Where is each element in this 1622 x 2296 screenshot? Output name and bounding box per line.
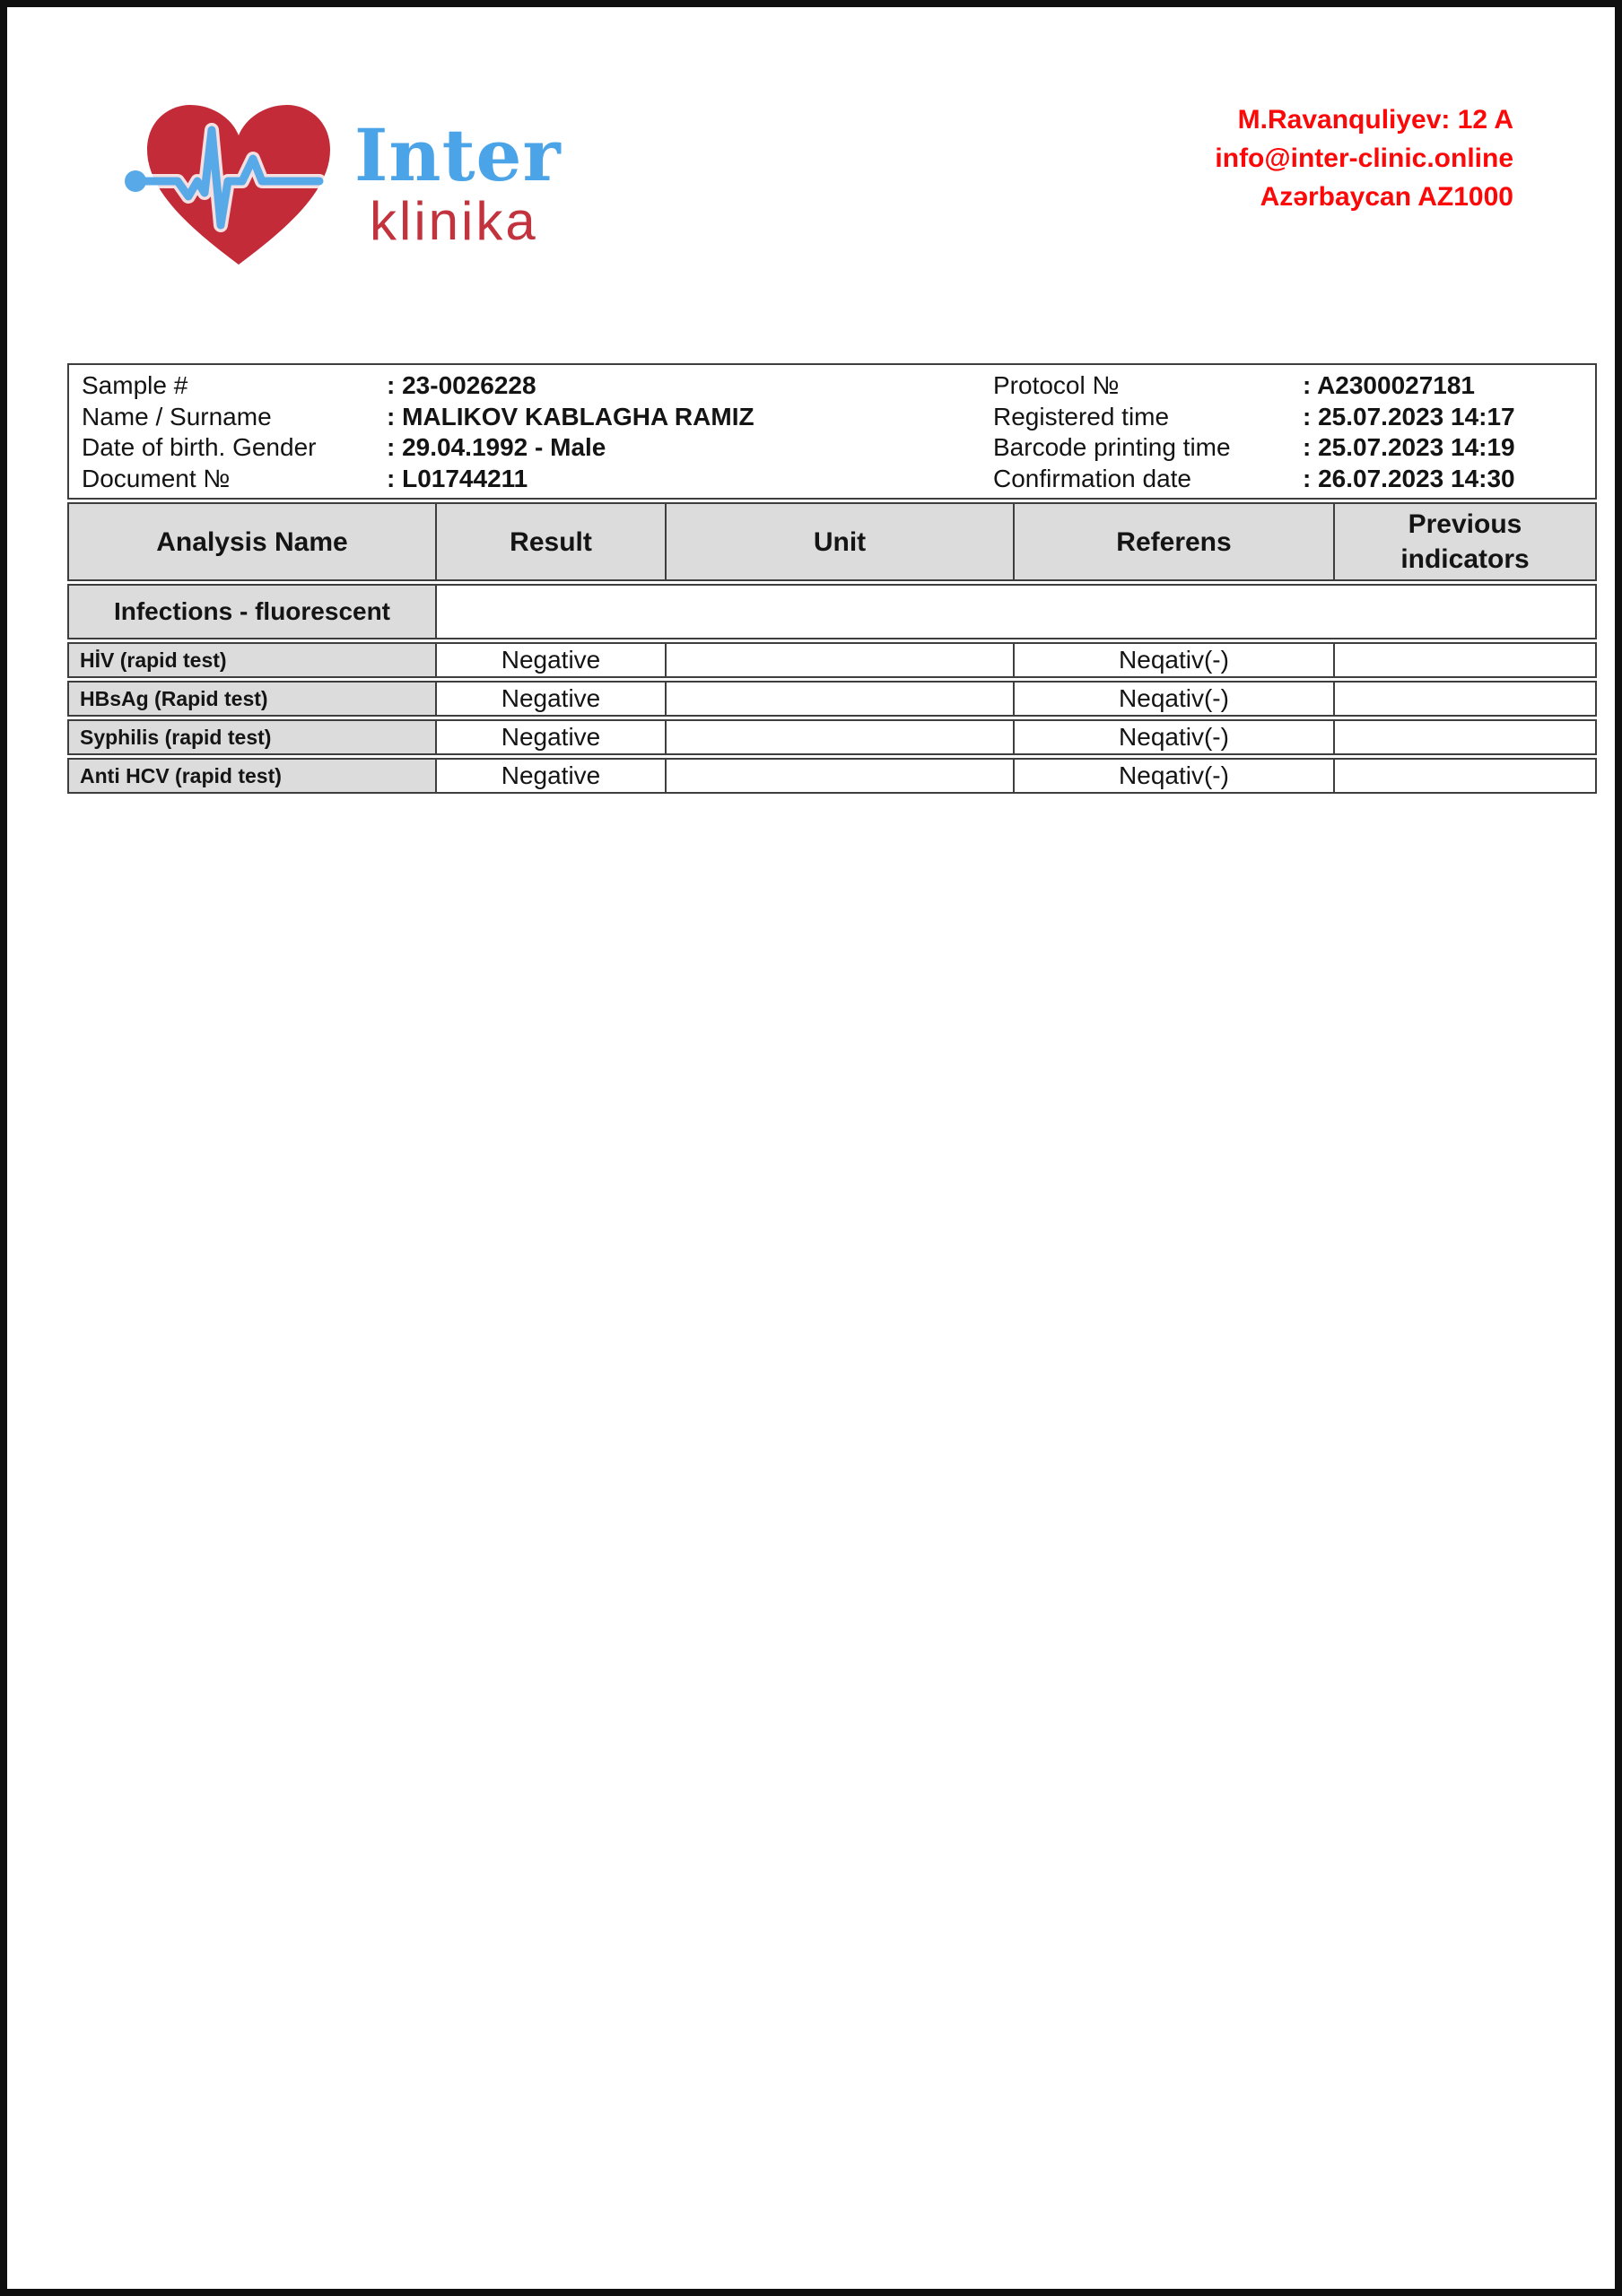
results-header-row	[67, 502, 1597, 581]
birth-gender-label: Date of birth. Gender	[82, 433, 317, 462]
contact-country-line: Azərbaycan AZ1000	[1260, 182, 1513, 212]
name-surname-value: : MALIKOV KABLAGHA RAMIZ	[387, 402, 754, 430]
section-title: Infections - fluorescent	[67, 584, 437, 639]
registered-time-value: : 25.07.2023 14:17	[1303, 402, 1515, 430]
header-result: Result	[437, 502, 667, 581]
ekg-dot	[125, 170, 146, 192]
confirmation-date-label: Confirmation date	[993, 464, 1192, 492]
header-previous-indicators: Previous indicators	[1335, 502, 1597, 581]
analysis-name-cell: HBsAg (Rapid test)	[67, 681, 437, 717]
referens-cell: Neqativ(-)	[1015, 719, 1335, 755]
header-unit: Unit	[667, 502, 1015, 581]
previous-cell	[1335, 642, 1597, 678]
contact-email-line: info@inter-clinic.online	[1215, 144, 1513, 173]
previous-cell	[1335, 681, 1597, 717]
birth-gender-value: : 29.04.1992 - Male	[387, 433, 606, 462]
referens-cell: Neqativ(-)	[1015, 681, 1335, 717]
previous-cell	[1335, 719, 1597, 755]
patient-info-box	[67, 363, 1597, 500]
analysis-name-cell: Anti HCV (rapid test)	[67, 758, 437, 794]
section-row	[67, 584, 1597, 639]
section-row-spacer	[437, 584, 1597, 639]
contact-address-line: M.Ravanquliyev: 12 A	[1237, 105, 1513, 135]
unit-cell	[667, 681, 1015, 717]
unit-cell	[667, 642, 1015, 678]
registered-time-label: Registered time	[993, 402, 1170, 430]
name-surname-label: Name / Surname	[82, 402, 272, 430]
clinic-contact-block	[1215, 100, 1513, 216]
patient-info-grid	[82, 370, 1595, 494]
header-referens: Referens	[1015, 502, 1335, 581]
confirmation-date-value: : 26.07.2023 14:30	[1303, 464, 1515, 492]
referens-cell: Neqativ(-)	[1015, 642, 1335, 678]
brand-name-secondary: klinika	[370, 191, 538, 251]
table-row	[67, 681, 1597, 717]
unit-cell	[667, 758, 1015, 794]
barcode-time-label: Barcode printing time	[993, 433, 1231, 462]
unit-cell	[667, 719, 1015, 755]
result-cell: Negative	[437, 719, 667, 755]
brand-name-primary: Inter	[354, 113, 562, 197]
analysis-name-cell: Syphilis (rapid test)	[67, 719, 437, 755]
document-number-value: : L01744211	[387, 464, 528, 492]
result-cell: Negative	[437, 758, 667, 794]
results-table	[67, 500, 1597, 796]
table-row	[67, 719, 1597, 755]
protocol-number-value: : A2300027181	[1303, 371, 1476, 400]
sample-number-label: Sample #	[82, 371, 188, 400]
referens-cell: Neqativ(-)	[1015, 758, 1335, 794]
result-cell: Negative	[437, 681, 667, 717]
header-analysis-name: Analysis Name	[67, 502, 437, 581]
analysis-name-cell: HİV (rapid test)	[67, 642, 437, 678]
sample-number-value: : 23-0026228	[387, 371, 536, 400]
previous-cell	[1335, 758, 1597, 794]
result-cell: Negative	[437, 642, 667, 678]
heart-ekg-icon	[124, 91, 334, 272]
table-row	[67, 758, 1597, 794]
protocol-number-label: Protocol №	[993, 371, 1120, 400]
document-number-label: Document №	[82, 464, 231, 492]
barcode-time-value: : 25.07.2023 14:19	[1303, 433, 1515, 462]
table-row	[67, 642, 1597, 678]
